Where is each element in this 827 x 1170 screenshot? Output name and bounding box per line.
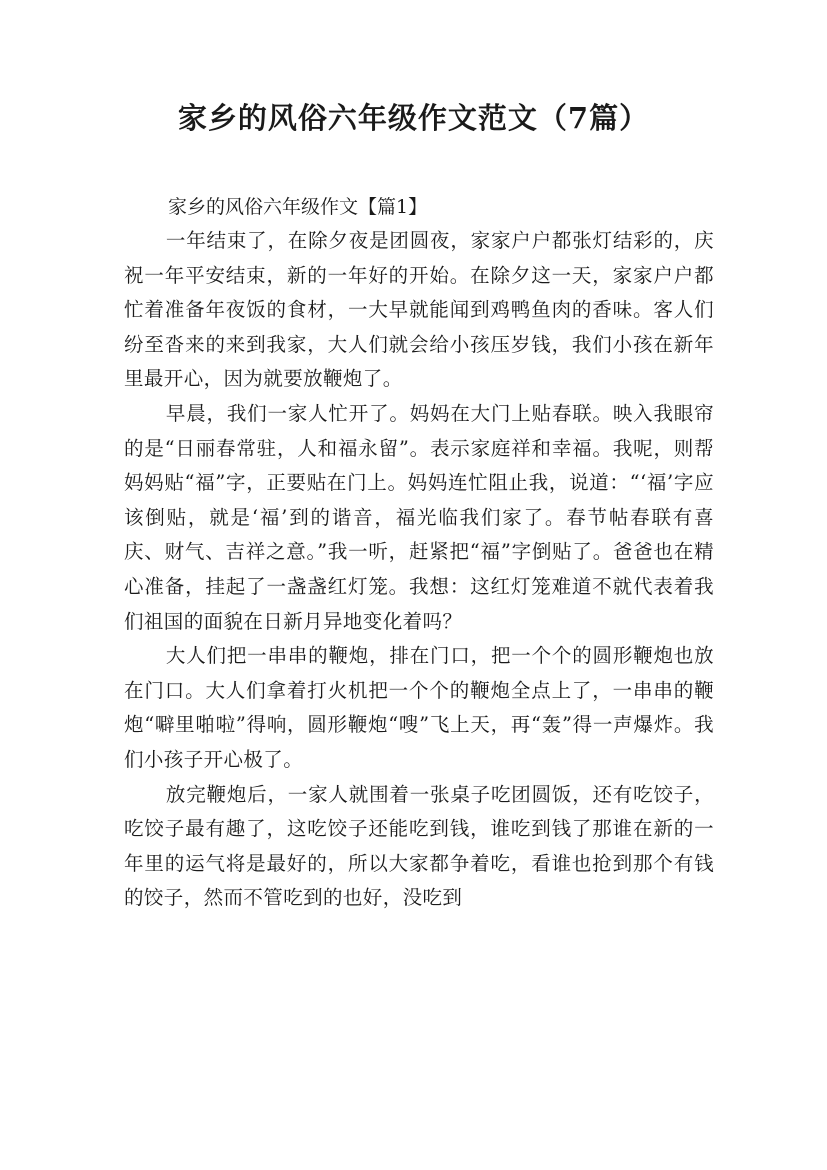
document-title: 家乡的风俗六年级作文范文（7篇）: [177, 101, 650, 135]
paragraph-1: 一年结束了，在除夕夜是团圆夜，家家户户都张灯结彩的，庆祝一年平安结束，新的一年好的开始。在除夕这一天，家家户户都忙着准备年夜饭的食材，一大早就能闻到鸡鸭鱼肉的香味。客人们纷至沓来的来到我家，大人们就会给小孩压岁钱，我们小孩在新年里最开心，因为就要放鞭炮了。: [124, 229, 714, 391]
paragraph-3: 大人们把一串串的鞭炮，排在门口，把一个个的圆形鞭炮也放在门口。大人们拿着打火机把一个个的鞭炮全点上了，一串串的鞭炮“噼里啪啦”得响，圆形鞭炮“嗖”飞上天，再“轰”得一声爆炸。我们小孩子开心极了。: [124, 644, 714, 771]
section-heading: 家乡的风俗六年级作文【篇1】: [168, 196, 428, 218]
paragraph-2: 早晨，我们一家人忙开了。妈妈在大门上贴春联。映入我眼帘的是“日丽春常驻，人和福永留”。表示家庭祥和幸福。我呢，则帮妈妈贴“福”字，正要贴在门上。妈妈连忙阻止我，说道：“‘福’字应该倒贴，就是‘福’到的谐音，福光临我们家了。春节帖春联有喜庆、财气、吉祥之意。”我一听，赶紧把“福”字倒贴了。爸爸也在精心准备，挂起了一盏盏红灯笼。我想：这红灯笼难道不就代表着我们祖国的面貌在日新月异地变化着吗？: [124, 401, 714, 633]
document-body: [124, 190, 714, 916]
paragraph-4: 放完鞭炮后，一家人就围着一张桌子吃团圆饭，还有吃饺子，吃饺子最有趣了，这吃饺子还能吃到钱，谁吃到钱了那谁在新的一年里的运气将是最好的，所以大家都争着吃，看谁也抢到那个有钱的饺子，然而不管吃到的也好，没吃到: [124, 782, 714, 910]
